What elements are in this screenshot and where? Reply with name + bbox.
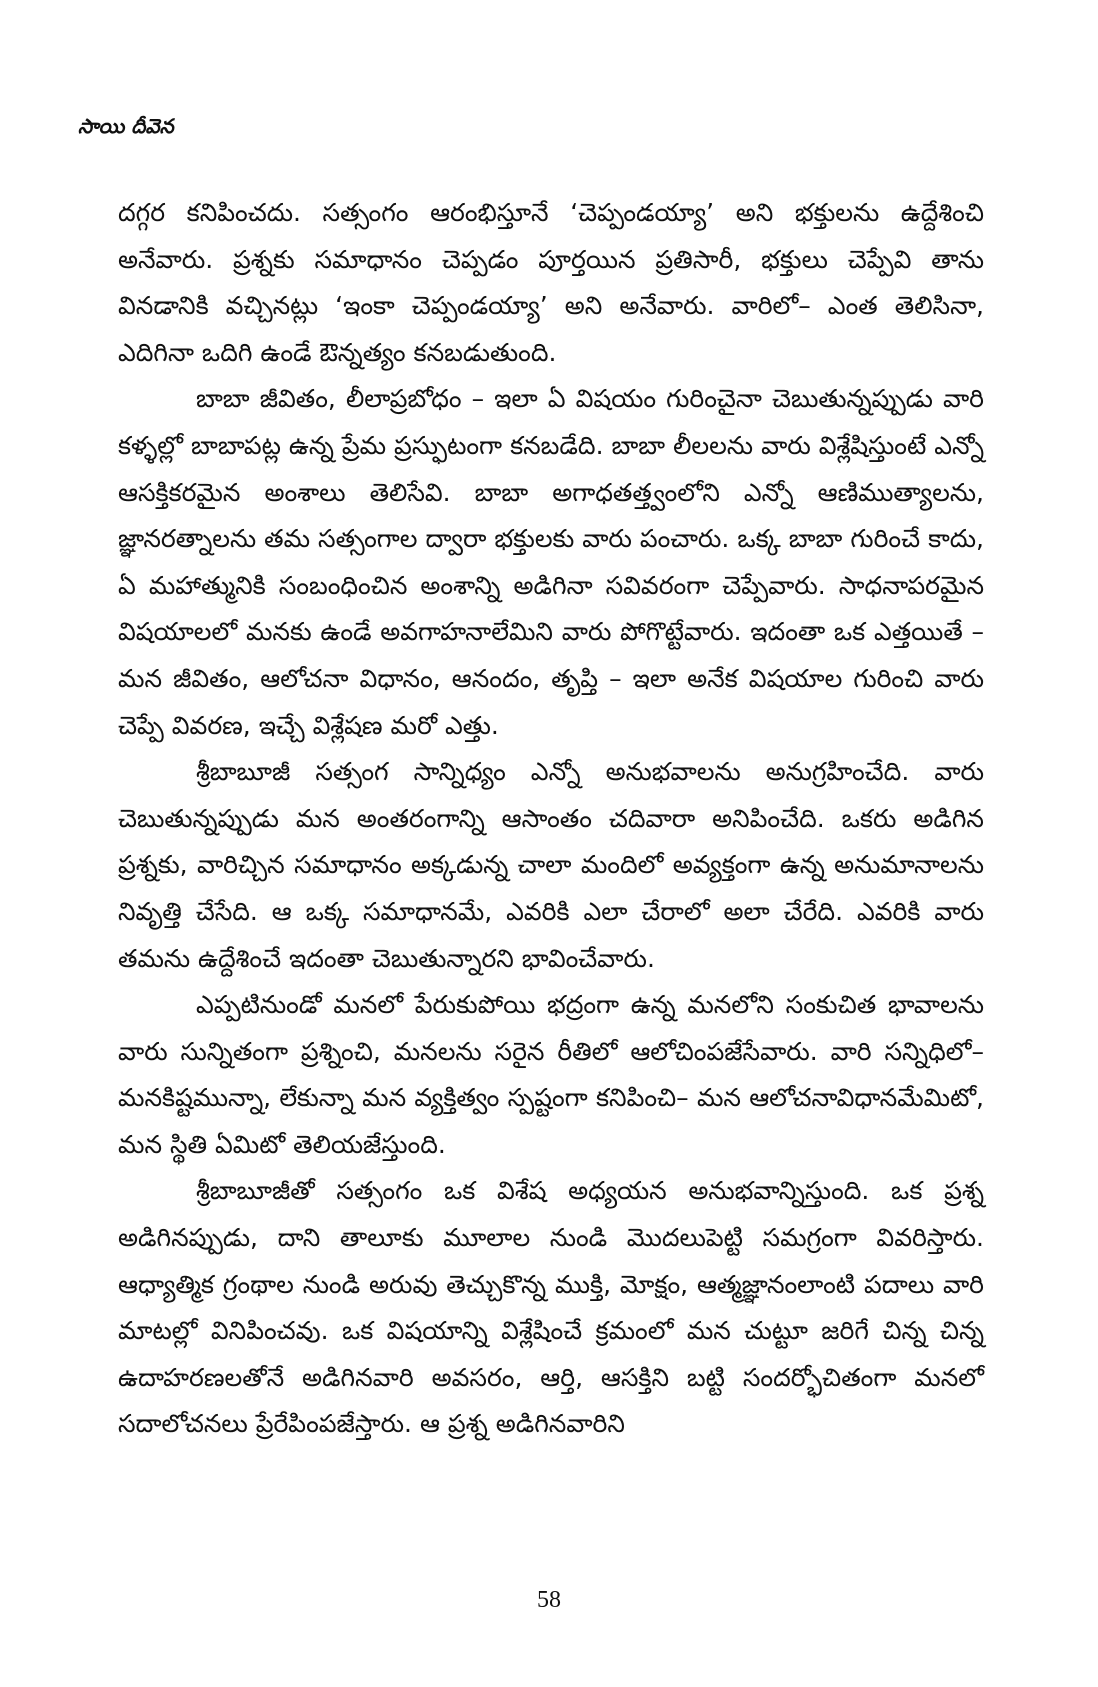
running-header: సాయి దీవెన [78,114,174,138]
body-text [118,190,984,1448]
paragraph-4: ఎప్పటినుండో మనలో పేరుకుపోయి భద్రంగా ఉన్న మనలోని సంకుచిత భావాలను వారు సున్నితంగా ప్రశ్నించి, మనలను సరైన రీతిలో ఆలోచింపజేసేవారు. వారి సన్నిధిలో– మనకిష్టమున్నా, లేకున్నా మన వ్యక్తిత్వం స్పష్టంగా కనిపించి– మన ఆలోచనావిధానమేమిటో, మన స్థితి ఏమిటో తెలియజేస్తుంది. [118,990,984,1159]
paragraph-1: దగ్గర కనిపించదు. సత్సంగం ఆరంభిస్తూనే ‘చెప్పండయ్యా’ అని భక్తులను ఉద్దేశించి అనేవారు. ప్రశ్నకు సమాధానం చెప్పడం పూర్తయిన ప్రతిసారీ, భక్తులు చెప్పేవి తాను వినడానికి వచ్చినట్లు ‘ఇంకా చెప్పండయ్యా’ అని అనేవారు. వారిలో– ఎంత తెలిసినా, ఎదిగినా ఒదిగి ఉండే ఔన్నత్యం కనబడుతుంది. [118,198,984,367]
page-number: 58 [537,1587,561,1613]
paragraph-2: బాబా జీవితం, లీలాప్రబోధం – ఇలా ఏ విషయం గురించైనా చెబుతున్నప్పుడు వారి కళ్ళల్లో బాబాపట్ల ఉన్న ప్రేమ ప్రస్ఫుటంగా కనబడేది. బాబా లీలలను వారు విశ్లేషిస్తుంటే ఎన్నో ఆసక్తికరమైన అంశాలు తెలిసేవి. బాబా అగాధతత్త్వంలోని ఎన్నో ఆణిముత్యాలను, జ్ఞానరత్నాలను తమ సత్సంగాల ద్వారా భక్తులకు వారు పంచారు. ఒక్క బాబా గురించే కాదు, ఏ మహాత్మునికి సంబంధించిన అంశాన్ని అడిగినా సవివరంగా చెప్పేవారు. సాధనాపరమైన విషయాలలో మనకు ఉండే అవగాహనాలేమిని వారు పోగొట్టేవారు. ఇదంతా ఒక ఎత్తయితే – మన జీవితం, ఆలోచనా విధానం, ఆనందం, తృప్తి – ఇలా అనేక విషయాల గురించి వారు చెప్పే వివరణ, ఇచ్చే విశ్లేషణ మరో ఎత్తు. [118,384,984,740]
paragraph-3: శ్రీబాబూజీ సత్సంగ సాన్నిధ్యం ఎన్నో అనుభవాలను అనుగ్రహించేది. వారు చెబుతున్నప్పుడు మన అంతరంగాన్ని ఆసాంతం చదివారా అనిపించేది. ఒకరు అడిగిన ప్రశ్నకు, వారిచ్చిన సమాధానం అక్కడున్న చాలా మందిలో అవ్యక్తంగా ఉన్న అనుమానాలను నివృత్తి చేసేది. ఆ ఒక్క సమాధానమే, ఎవరికి ఎలా చేరాలో అలా చేరేది. ఎవరికి వారు తమను ఉద్దేశించే ఇదంతా చెబుతున్నారని భావించేవారు. [118,757,984,973]
paragraph-5: శ్రీబాబూజీతో సత్సంగం ఒక విశేష అధ్యయన అనుభవాన్నిస్తుంది. ఒక ప్రశ్న అడిగినప్పుడు, దాని తాలూకు మూలాల నుండి మొదలుపెట్టి సమగ్రంగా వివరిస్తారు. ఆధ్యాత్మిక గ్రంథాల నుండి అరువు తెచ్చుకొన్న ముక్తి, మోక్షం, ఆత్మజ్ఞానంలాంటి పదాలు వారి మాటల్లో వినిపించవు. ఒక విషయాన్ని విశ్లేషించే క్రమంలో మన చుట్టూ జరిగే చిన్న చిన్న ఉదాహరణలతోనే అడిగినవారి అవసరం, ఆర్తి, ఆసక్తిని బట్టి సందర్భోచితంగా మనలో సదాలోచనలు ప్రేరేపింపజేస్తారు. ఆ ప్రశ్న అడిగినవారిని [118,1176,984,1439]
